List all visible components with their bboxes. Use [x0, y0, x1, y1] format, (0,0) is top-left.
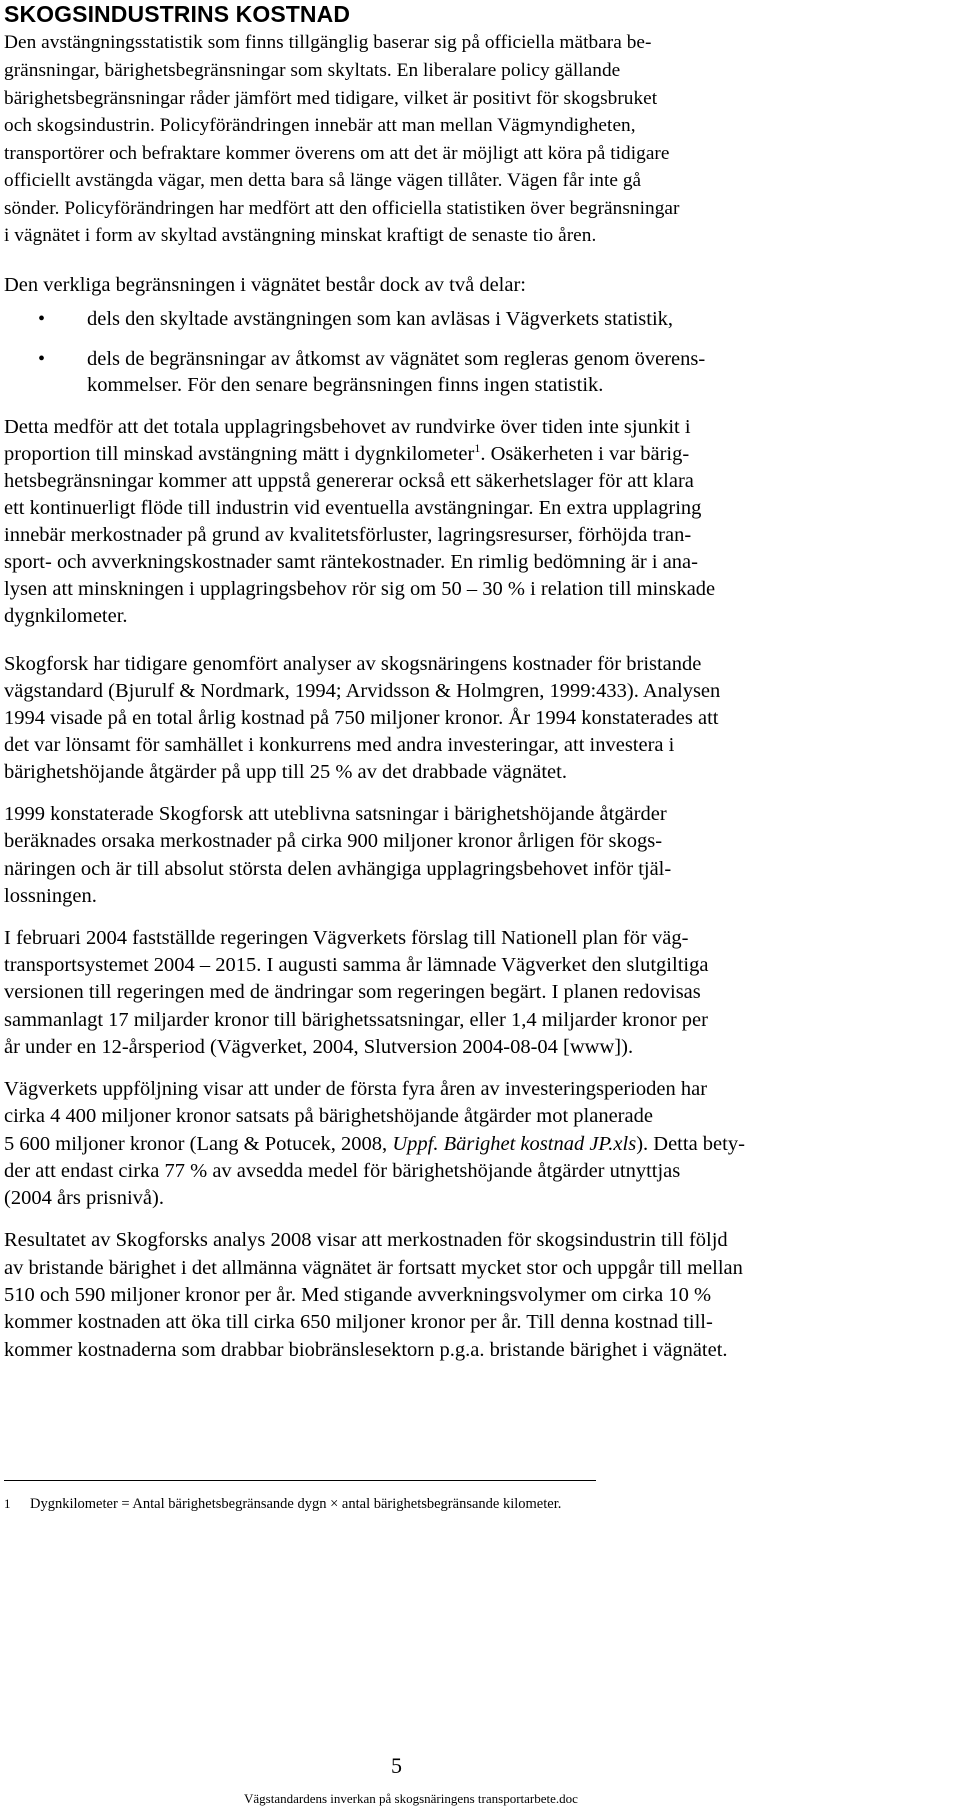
- footnote-reference: 1: [474, 441, 481, 456]
- bullet-dot: •: [38, 348, 46, 370]
- paragraph-line: der att endast cirka 77 % av avsedda medel för bärighetshöjande åtgärder utnyttjas: [4, 1160, 681, 1182]
- paragraph-line: kommer kostnaden att öka till cirka 650 miljoner kronor per år. Till denna kostnad till-: [4, 1311, 713, 1333]
- paragraph-line: versionen till regeringen med de ändringar som regeringen begärt. I planen redovisas: [4, 981, 701, 1003]
- paragraph-line: bärighetsbegränsningar råder jämfört med tidigare, vilket är positivt för skogsbruket: [4, 88, 658, 109]
- bullet-line: dels den skyltade avstängningen som kan avläsas i Vägverkets statistik,: [87, 308, 674, 330]
- paragraph-line: vägstandard (Bjurulf & Nordmark, 1994; Arvidsson & Holmgren, 1999:433). Analysen: [4, 680, 721, 702]
- paragraph-line: sönder. Policyförändringen har medfört att den officiella statistiken över begränsningar: [4, 198, 680, 219]
- paragraph-line: det var lönsamt för samhället i konkurrens med andra investeringar, att investera i: [4, 734, 675, 756]
- paragraph-line: kommer kostnaderna som drabbar biobränslesektorn p.g.a. bristande bärighet i vägnätet.: [4, 1339, 728, 1361]
- paragraph-line: ett kontinuerligt flöde till industrin vid eventuella avstängningar. En extra upplagring: [4, 497, 702, 519]
- paragraph-line: lossningen.: [4, 885, 97, 907]
- text-run: proportion till minskad avstängning mätt i dygnkilometer: [4, 443, 475, 465]
- paragraph-line: Skogforsk har tidigare genomfört analyser av skogsnäringens kostnader för bristande: [4, 653, 702, 675]
- paragraph-line: dygnkilometer.: [4, 605, 128, 627]
- bullet-dot: •: [38, 308, 46, 330]
- page-number: 5: [391, 1753, 402, 1778]
- section-heading: SKOGSINDUSTRINS KOSTNAD: [4, 1, 351, 27]
- paragraph-line: år under en 12-årsperiod (Vägverket, 2004, Slutversion 2004-08-04 [www]).: [4, 1036, 634, 1058]
- text-run: ). Detta bety-: [636, 1133, 745, 1155]
- running-footer: Vägstandardens inverkan på skogsnäringens transportarbete.doc: [244, 1791, 578, 1806]
- paragraph-line: I februari 2004 fastställde regeringen Vägverkets förslag till Nationell plan för väg-: [4, 927, 689, 949]
- paragraph-line: [4, 441, 689, 467]
- paragraph-line: [4, 1131, 745, 1157]
- paragraph-line: (2004 års prisnivå).: [4, 1187, 164, 1209]
- paragraph-line: cirka 4 400 miljoner kronor satsats på bärighetshöjande åtgärder mot planerade: [4, 1105, 653, 1127]
- paragraph-line: 1994 visade på en total årlig kostnad på 750 miljoner kronor. År 1994 konstaterades att: [4, 707, 719, 729]
- paragraph-line: av bristande bärighet i det allmänna vägnätet är fortsatt mycket stor och uppgår till mellan: [4, 1257, 743, 1279]
- text-run: 5 600 miljoner kronor (Lang & Potucek, 2008,: [4, 1133, 393, 1155]
- paragraph-line: och skogsindustrin. Policyförändringen innebär att man mellan Vägmyndigheten,: [4, 115, 636, 136]
- paragraph-line: gränsningar, bärighetsbegränsningar som skyltats. En liberalare policy gällande: [4, 60, 621, 81]
- paragraph-line: Vägverkets uppföljning visar att under de första fyra åren av investeringsperioden har: [4, 1078, 708, 1100]
- paragraph-line: Detta medför att det totala upplagringsbehovet av rundvirke över tiden inte sjunkit i: [4, 416, 691, 438]
- file-reference: Uppf. Bärighet kostnad JP.xls: [392, 1133, 637, 1155]
- paragraph-line: 1999 konstaterade Skogforsk att uteblivna satsningar i bärighetshöjande åtgärder: [4, 803, 667, 825]
- paragraph-line: i vägnätet i form av skyltad avstängning minskat kraftigt de senaste tio åren.: [4, 225, 597, 246]
- paragraph-line: sport- och avverkningskostnader samt räntekostnader. En rimlig bedömning är i ana-: [4, 551, 698, 573]
- paragraph-line: hetsbegränsningar kommer att uppstå genererar också ett säkerhetslager för att klara: [4, 470, 694, 492]
- paragraph-line: 510 och 590 miljoner kronor per år. Med stigande avverkningsvolymer om cirka 10 %: [4, 1284, 712, 1306]
- paragraph-line: bärighetshöjande åtgärder på upp till 25 % av det drabbade vägnätet.: [4, 761, 567, 783]
- paragraph-line: transportsystemet 2004 – 2015. I augusti samma år lämnade Vägverket den slutgiltiga: [4, 954, 709, 976]
- paragraph-line: lysen att minskningen i upplagringsbehov rör sig om 50 – 30 % i relation till minskade: [4, 578, 716, 600]
- footnote-separator: [4, 1480, 596, 1481]
- text-run: . Osäkerheten i var bärig-: [480, 443, 690, 465]
- paragraph-line: Den avstängningsstatistik som finns tillgänglig baserar sig på officiella mätbara be-: [4, 32, 652, 53]
- paragraph-line: beräknades orsaka merkostnader på cirka 900 miljoner kronor årligen för skogs-: [4, 830, 663, 852]
- paragraph-line: transportörer och befraktare kommer överens om att det är möjligt att köra på tidigare: [4, 143, 670, 164]
- paragraph-line: Resultatet av Skogforsks analys 2008 visar att merkostnaden för skogsindustrin till följd: [4, 1229, 728, 1251]
- paragraph-line: Den verkliga begränsningen i vägnätet består dock av två delar:: [4, 274, 526, 296]
- bullet-line: kommelser. För den senare begränsningen finns ingen statistik.: [87, 374, 604, 396]
- paragraph-line: näringen och är till absolut största delen avhängiga upplagringsbehovet inför tjäl-: [4, 858, 672, 880]
- footnote: [4, 1494, 561, 1514]
- footnote-text: Dygnkilometer = Antal bärighetsbegränsande dygn × antal bärighetsbegränsande kilometer.: [30, 1496, 562, 1512]
- paragraph-line: innebär merkostnader på grund av kvalitetsförluster, lagringsresurser, förhöjda tran-: [4, 524, 692, 546]
- bullet-line: dels de begränsningar av åtkomst av vägnätet som regleras genom överens-: [87, 348, 706, 370]
- paragraph-line: sammanlagt 17 miljarder kronor till bärighetssatsningar, eller 1,4 miljarder kronor per: [4, 1009, 708, 1031]
- footnote-mark: 1: [4, 1496, 11, 1511]
- paragraph-line: officiellt avstängda vägar, men detta bara så länge vägen tillåter. Vägen får inte gå: [4, 170, 642, 191]
